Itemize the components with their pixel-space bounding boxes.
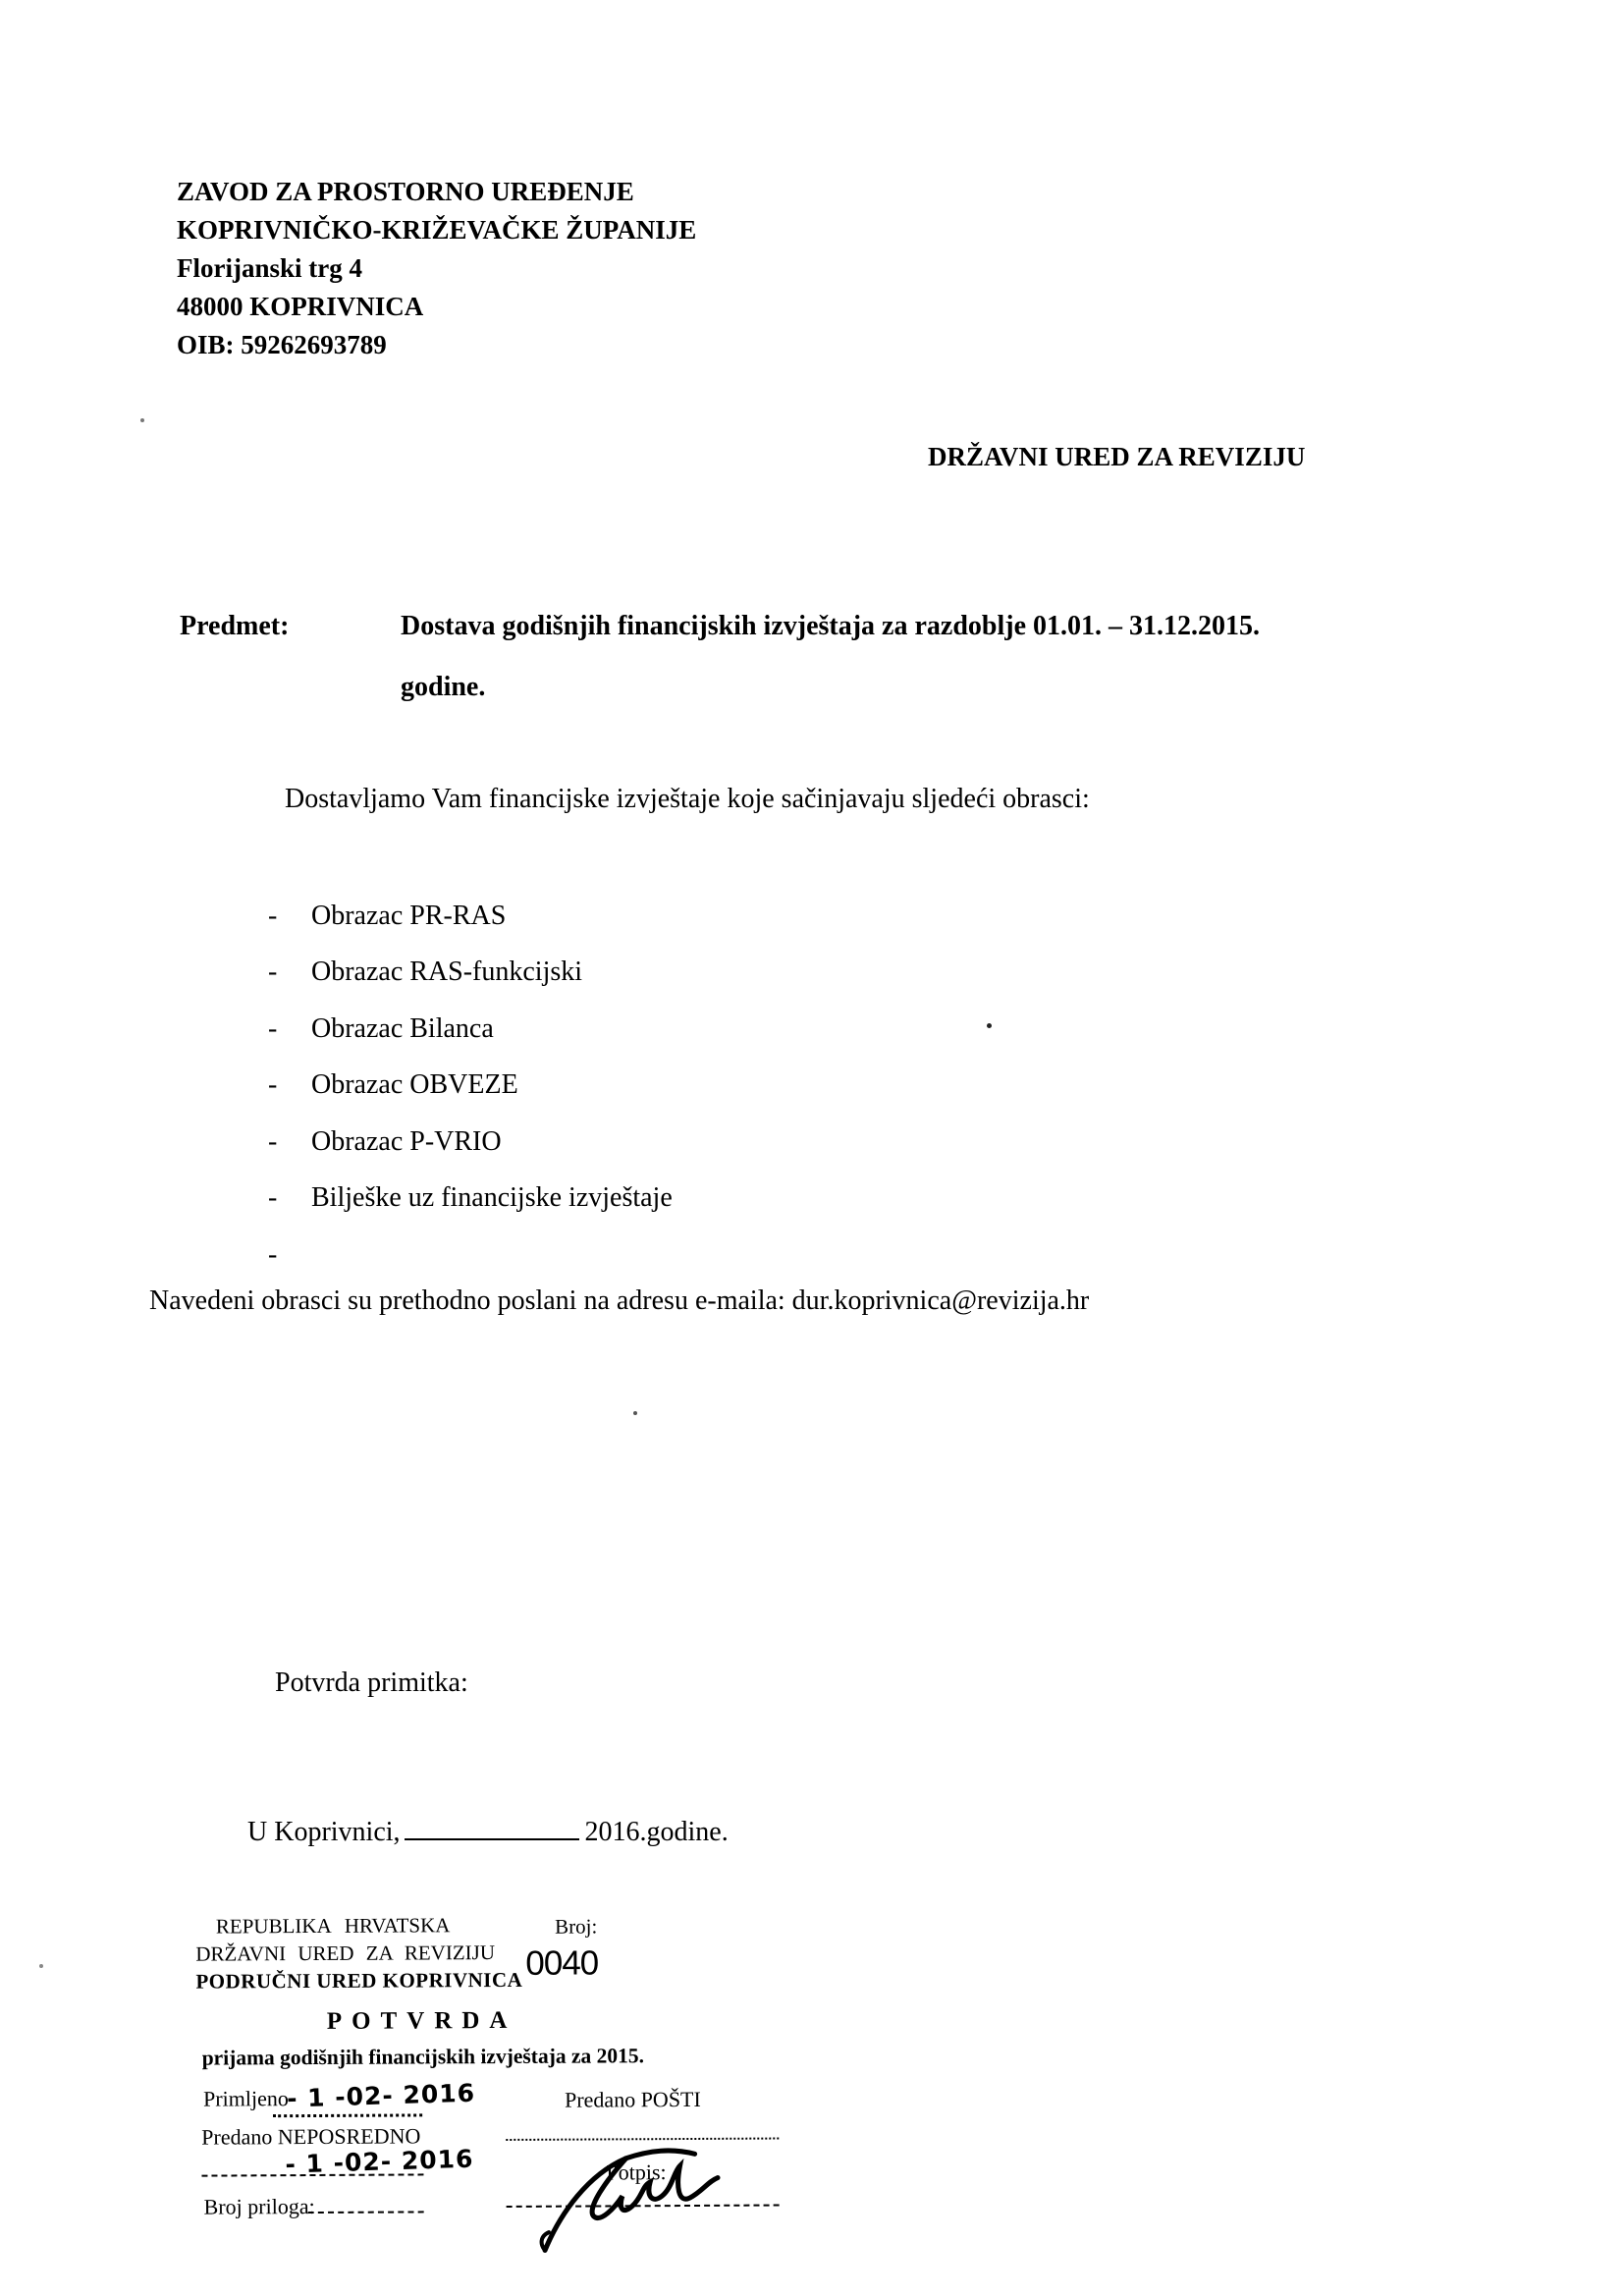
date-blank-line bbox=[405, 1813, 579, 1840]
subject-text-line2: godine. bbox=[401, 672, 486, 702]
subject-text-line1: Dostava godišnjih financijskih izvještaja za razdoblje 01.01. – 31.12.2015. bbox=[401, 611, 1260, 641]
stamp-direct-date: - 1 -02- 2016 bbox=[284, 2144, 474, 2179]
date-line-prefix: U Koprivnici, bbox=[247, 1817, 401, 1847]
list-item-label: Obrazac RAS-funkcijski bbox=[311, 957, 583, 987]
scan-noise-dot bbox=[39, 1964, 43, 1968]
stamp-direct-label: Predano NEPOSREDNO bbox=[201, 2123, 421, 2150]
list-item-label: Obrazac P-VRIO bbox=[311, 1126, 502, 1157]
stamp-received-label: Primljeno bbox=[202, 2086, 289, 2111]
list-dash: - bbox=[268, 1182, 278, 1213]
sender-name-line2: KOPRIVNIČKO-KRIŽEVAČKE ŽUPANIJE bbox=[177, 215, 697, 245]
list-item bbox=[268, 957, 582, 988]
stamp-title: POTVRDA bbox=[326, 2006, 517, 2035]
stamp-signature-label: Potpis: bbox=[606, 2159, 667, 2185]
scan-noise-dot bbox=[633, 1411, 637, 1415]
stamp-branch: PODRUČNI URED KOPRIVNICA bbox=[195, 1967, 523, 1994]
list-dash: - bbox=[268, 1126, 278, 1157]
received-date-line bbox=[273, 2113, 422, 2117]
stamp-subtitle: prijama godišnjih financijskih izvještaja za 2015. bbox=[201, 2044, 645, 2070]
sender-street: Florijanski trg 4 bbox=[177, 253, 362, 283]
list-item bbox=[268, 901, 506, 932]
recipient-name: DRŽAVNI URED ZA REVIZIJU bbox=[928, 442, 1306, 471]
scan-noise-dot bbox=[140, 418, 144, 422]
scan-noise-dot bbox=[987, 1023, 992, 1028]
subject-label: Predmet: bbox=[180, 611, 290, 641]
stamp-office: DRŽAVNI URED ZA REVIZIJU bbox=[195, 1941, 496, 1966]
email-note: Navedeni obrasci su prethodno poslani na adresu e-maila: dur.koprivnica@revizija.hr bbox=[149, 1285, 1090, 1316]
list-dash: - bbox=[268, 1069, 278, 1100]
list-item bbox=[268, 1182, 673, 1214]
stamp-number-label: Broj: bbox=[555, 1914, 598, 1939]
list-item-label: Bilješke uz financijske izvještaje bbox=[311, 1182, 673, 1213]
sender-address-block bbox=[177, 173, 696, 364]
stamp-attachments-label: Broj priloga: bbox=[203, 2193, 315, 2219]
receipt-stamp bbox=[195, 1903, 806, 2269]
list-item-empty bbox=[268, 1239, 311, 1271]
list-item bbox=[268, 1013, 494, 1045]
handwritten-signature bbox=[530, 2146, 755, 2257]
date-line-suffix: 2016.godine. bbox=[584, 1817, 729, 1847]
list-dash: - bbox=[268, 1239, 278, 1270]
stamp-mailed-label: Predano POŠTI bbox=[565, 2086, 701, 2112]
stamp-number-value: 0040 bbox=[525, 1943, 599, 1983]
list-item bbox=[268, 1069, 518, 1101]
sender-city: 48000 KOPRIVNICA bbox=[177, 292, 424, 321]
list-dash: - bbox=[268, 901, 278, 931]
list-item-label: Obrazac OBVEZE bbox=[311, 1069, 518, 1100]
list-dash: - bbox=[268, 1013, 278, 1044]
sender-oib: OIB: 59262693789 bbox=[177, 330, 387, 359]
list-item-label: Obrazac Bilanca bbox=[311, 1013, 494, 1044]
list-item-label: Obrazac PR-RAS bbox=[311, 901, 507, 931]
receipt-heading: Potvrda primitka: bbox=[275, 1667, 468, 1698]
mailed-blank-line bbox=[506, 2138, 779, 2141]
list-dash: - bbox=[268, 957, 278, 987]
sender-name-line1: ZAVOD ZA PROSTORNO UREĐENJE bbox=[177, 177, 634, 206]
date-line bbox=[247, 1813, 729, 1848]
stamp-country: REPUBLIKA HRVATSKA bbox=[215, 1913, 451, 1939]
stamp-received-date: - 1 -02- 2016 bbox=[286, 2078, 476, 2113]
intro-paragraph: Dostavljamo Vam financijske izvještaje koje sačinjavaju sljedeći obrasci: bbox=[285, 784, 1090, 814]
list-item bbox=[268, 1126, 502, 1158]
attachments-blank-line bbox=[308, 2211, 424, 2214]
